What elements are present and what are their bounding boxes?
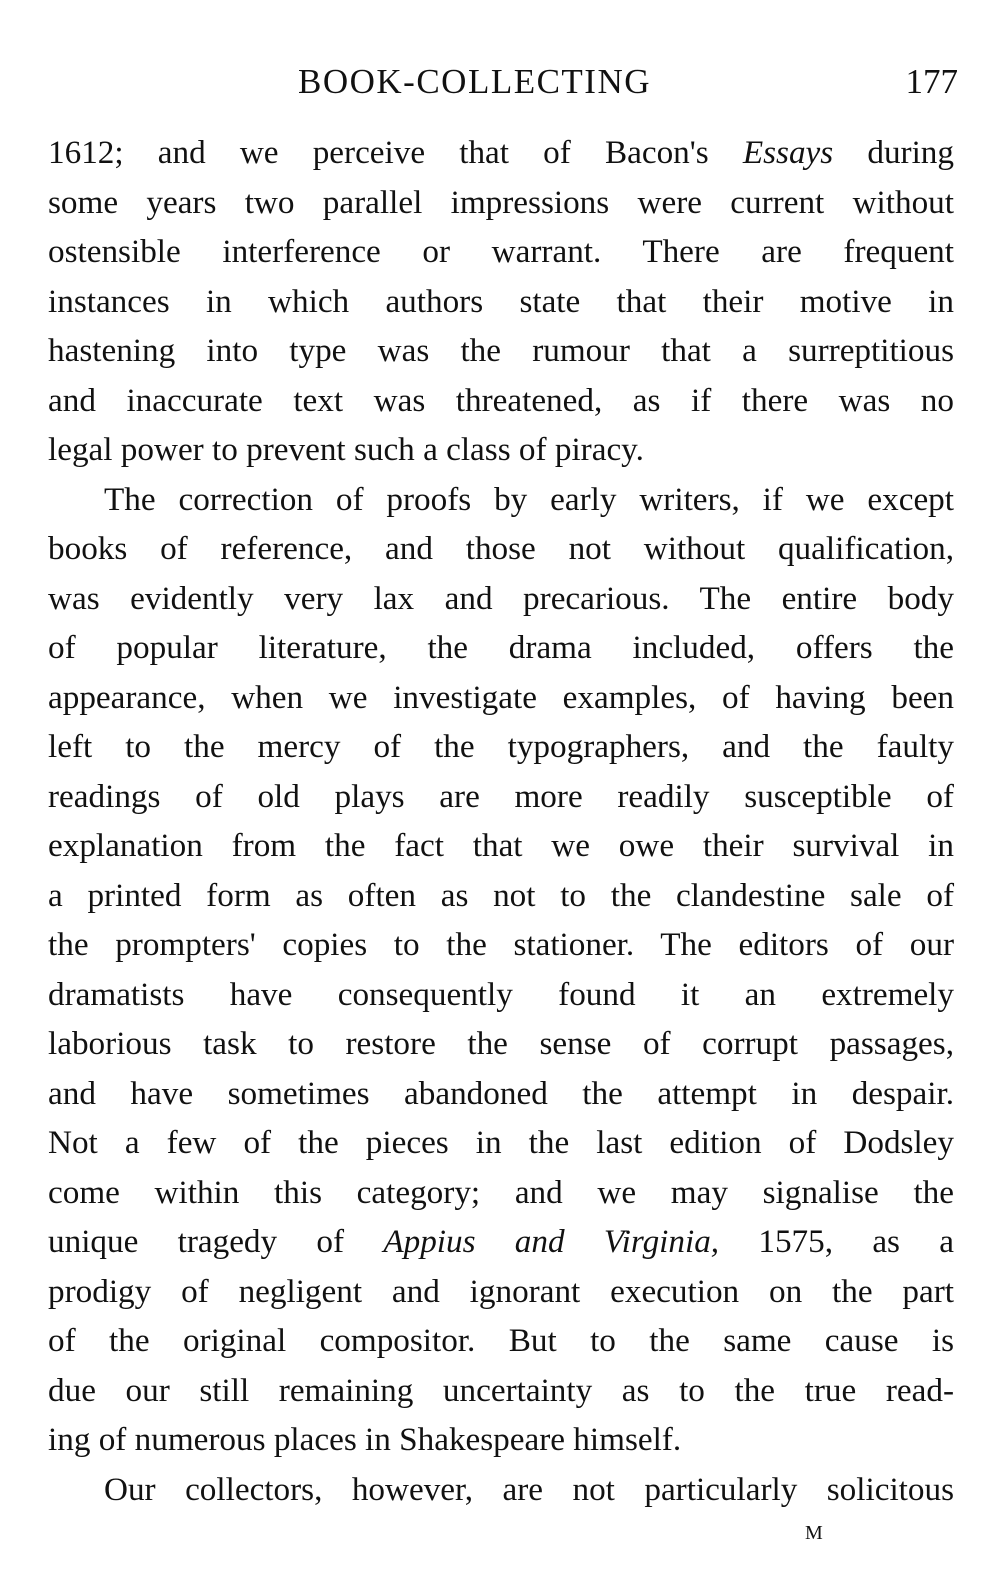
line-text: readings of old plays are more readily susceptible of bbox=[48, 777, 954, 815]
text-line bbox=[48, 178, 954, 228]
text-line bbox=[48, 623, 954, 673]
line-text: unique tragedy of bbox=[48, 1223, 384, 1260]
line-text: a printed form as often as not to the clandestine sale of bbox=[48, 876, 954, 914]
text-line bbox=[48, 1019, 954, 1069]
text-line bbox=[48, 722, 954, 772]
text-line bbox=[48, 1316, 954, 1366]
text-line bbox=[48, 1118, 954, 1168]
text-line bbox=[48, 970, 954, 1020]
text-line bbox=[48, 1366, 954, 1416]
text-line bbox=[48, 326, 954, 376]
text-line bbox=[48, 1217, 954, 1267]
line-text: dramatists have consequently found it an extremely bbox=[48, 975, 954, 1013]
line-text: laborious task to restore the sense of corrupt passages, bbox=[48, 1025, 954, 1062]
line-text: ostensible interference or warrant. There are frequent bbox=[48, 233, 954, 270]
line-text: appearance, when we investigate examples, of having been bbox=[48, 678, 954, 716]
text-line bbox=[48, 871, 954, 921]
text-line bbox=[48, 1069, 954, 1119]
line-text: during bbox=[833, 134, 954, 171]
text-line bbox=[48, 227, 954, 277]
line-text: come within this category; and we may signalise the bbox=[48, 1173, 954, 1211]
text-line bbox=[48, 574, 954, 624]
line-text: legal power to prevent such a class of piracy. bbox=[48, 431, 644, 468]
text-line bbox=[48, 524, 954, 574]
line-text: instances in which authors state that their motive in bbox=[48, 282, 954, 320]
text-line bbox=[48, 376, 954, 426]
line-text: explanation from the fact that we owe their survival in bbox=[48, 827, 954, 864]
line-text: ing of numerous places in Shakespeare himself. bbox=[48, 1421, 682, 1458]
paragraph-start-line bbox=[48, 475, 954, 525]
paragraph-start-line bbox=[48, 1465, 954, 1515]
italic-title-text: Essays bbox=[742, 134, 834, 171]
signature-mark: M bbox=[805, 1522, 824, 1544]
text-line bbox=[48, 673, 954, 723]
line-text: left to the mercy of the typographers, and the faulty bbox=[48, 728, 954, 765]
text-line bbox=[48, 920, 954, 970]
line-text: of the original compositor. But to the same cause is bbox=[48, 1322, 954, 1359]
line-text: hastening into type was the rumour that a surreptitious bbox=[48, 332, 954, 369]
text-line bbox=[48, 821, 954, 871]
line-text: was evidently very lax and precarious. The entire body bbox=[48, 579, 954, 617]
text-line bbox=[48, 425, 954, 475]
text-line bbox=[48, 277, 954, 327]
text-line bbox=[48, 772, 954, 822]
italic-title-text: Appius and Virginia, bbox=[383, 1223, 720, 1260]
text-line bbox=[48, 1267, 954, 1317]
line-text: books of reference, and those not without qualification, bbox=[48, 530, 954, 567]
line-text: and inaccurate text was threatened, as if there was no bbox=[48, 381, 954, 419]
line-text: the prompters' copies to the stationer. The editors of our bbox=[48, 926, 954, 963]
line-text: prodigy of negligent and ignorant execution on the part bbox=[48, 1272, 954, 1310]
text-line bbox=[48, 128, 954, 178]
line-text: due our still remaining uncertainty as to the true read- bbox=[48, 1371, 954, 1409]
line-text: Our collectors, however, are not particularly solicitous bbox=[104, 1470, 954, 1508]
line-text: of popular literature, the drama included, offers the bbox=[48, 629, 954, 666]
line-text: 1575, as a bbox=[719, 1223, 954, 1260]
text-line bbox=[48, 1168, 954, 1218]
line-text: some years two parallel impressions were current without bbox=[48, 183, 954, 221]
page-header bbox=[0, 58, 1000, 106]
line-text: The correction of proofs by early writers, if we except bbox=[104, 480, 954, 518]
running-title: BOOK-COLLECTING bbox=[298, 62, 652, 101]
page-number: 177 bbox=[905, 62, 958, 101]
line-text: 1612; and we perceive that of Bacon's bbox=[48, 134, 743, 171]
line-text: Not a few of the pieces in the last edition of Dodsley bbox=[48, 1124, 954, 1161]
body-text bbox=[48, 128, 954, 1514]
line-text: and have sometimes abandoned the attempt in despair. bbox=[48, 1074, 954, 1112]
text-line bbox=[48, 1415, 954, 1465]
